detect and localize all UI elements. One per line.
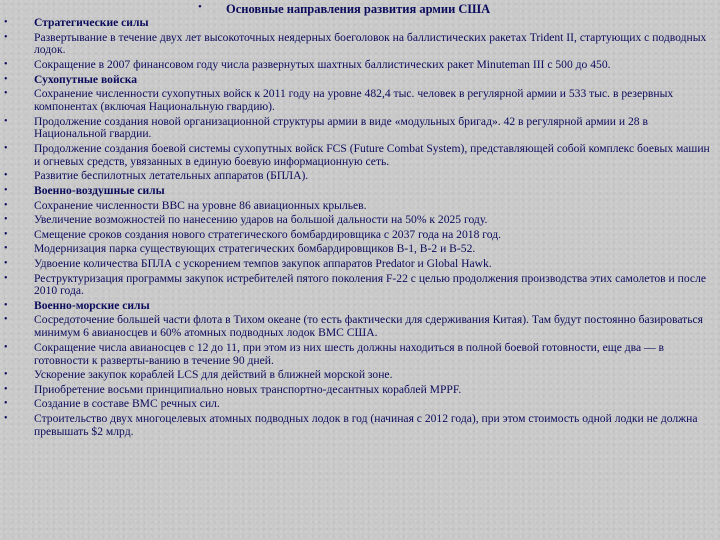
bullet-icon: • [4,88,8,100]
section-heading-text: Сухопутные войска [34,72,138,86]
list-item-text: Смещение сроков создания нового стратегического бомбардировщика с 2037 года на 2018 год. [34,227,501,241]
list-item [0,32,720,58]
bullet-icon: • [4,243,8,255]
section-heading-text: Стратегические силы [34,16,149,29]
bullet-icon: • [4,17,8,28]
bullet-icon: • [4,369,8,381]
list-item [0,258,720,271]
bullet-icon: • [4,31,8,43]
section-heading-text: Военно-воздушные силы [34,183,165,197]
list-item [0,214,720,227]
bullet-icon: • [4,214,8,226]
list-item [0,116,720,142]
bullet-icon: • [4,272,8,284]
list-item-text: Создание в составе ВМС речных сил. [34,397,220,411]
list-item [0,243,720,256]
list-item [0,200,720,213]
list-item-text: Продолжение создания боевой системы сухопутных войск FCS (Future Combat System), представляющей собой комплекс боевых машин и огневых средств, увязанных в единую боевую информационную сеть. [34,141,710,168]
bullet-list [0,17,720,440]
list-item [0,413,720,439]
title-bullet-icon: • [198,1,202,13]
list-item-text: Сохранение численности сухопутных войск к 2011 году на уровне 482,4 тыс. человек в регулярной армии и 533 тыс. в резервных компонентах (включая Национальную гвардию). [34,87,674,113]
list-item-text: Продолжение создания новой организационной структуры армии в виде «модульных бригад». 42 в регулярной армии и 28 в Национальной гвардии. [34,114,648,141]
bullet-icon: • [4,184,8,196]
list-item-text: Удвоение количества БПЛА с ускорением темпов закупок аппаратов Predator и Global Hawk. [34,256,492,270]
bullet-icon: • [4,314,8,326]
bullet-icon: • [4,413,8,425]
list-item-text: Ускорение закупок кораблей LCS для действий в ближней морской зоне. [34,368,393,382]
list-item-text: Увеличение возможностей по нанесению ударов на большой дальности на 50% к 2025 году. [34,213,488,227]
list-item [0,342,720,368]
section-heading [0,185,720,198]
slide-title: Основные направления развития армии США [226,2,491,16]
section-heading [0,74,720,87]
bullet-icon: • [4,341,8,353]
list-item-text: Приобретение восьми принципиально новых транспортно-десантных кораблей MPPF. [34,382,462,396]
list-item [0,170,720,183]
list-item-text: Строительство двух многоцелевых атомных подводных лодок в год (начиная с 2012 года), при этом стоимость одной лодки не должна превышать $2 млрд. [34,412,698,438]
list-item-text: Развертывание в течение двух лет высокоточных неядерных боеголовок на баллистических ракетах Trident II, стартующих с подводных лодок. [34,30,707,57]
list-item-text: Сосредоточение большей части флота в Тихом океане (то есть фактически для сдерживания Китая). Там будут постоянно базироваться минимум 6 авианосцев и 60% атомных подводных лодок ВМС США. [34,313,703,340]
bullet-icon: • [4,58,8,70]
list-item [0,314,720,340]
bullet-icon: • [4,170,8,182]
section-heading [0,300,720,313]
list-item [0,398,720,411]
bullet-icon: • [4,383,8,395]
list-item-text: Развитие беспилотных летательных аппаратов (БПЛА). [34,169,309,183]
list-item-text: Реструктуризация программы закупок истребителей пятого поколения F-22 с целью продолжения производства этих самолетов и после 2010 года. [34,271,707,298]
list-item-text: Модернизация парка существующих стратегических бомбардировщиков B-1, B-2 и B-52. [34,242,476,256]
bullet-icon: • [4,73,8,85]
section-heading [0,17,720,30]
bullet-icon: • [4,199,8,211]
bullet-icon: • [4,398,8,410]
list-item-text: Сохранение численности ВВС на уровне 86 авиационных крыльев. [34,198,367,212]
list-item [0,229,720,242]
bullet-icon: • [4,299,8,311]
bullet-icon: • [4,115,8,127]
list-item-text: Сокращение числа авианосцев с 12 до 11, при этом из них шесть должны находиться в полной боевой готовности, еще два — в готовности к разверты-ванию в течение 90 дней. [34,340,664,367]
bullet-icon: • [4,142,8,154]
section-heading-text: Военно-морские силы [34,298,150,312]
list-item [0,88,720,114]
list-item [0,384,720,397]
list-item-text: Сокращение в 2007 финансовом году числа развернутых шахтных баллистических ракет Minuteman III с 500 до 450. [34,57,611,71]
list-item [0,143,720,169]
list-item [0,59,720,72]
list-item [0,369,720,382]
list-item [0,273,720,299]
bullet-icon: • [4,228,8,240]
bullet-icon: • [4,257,8,269]
